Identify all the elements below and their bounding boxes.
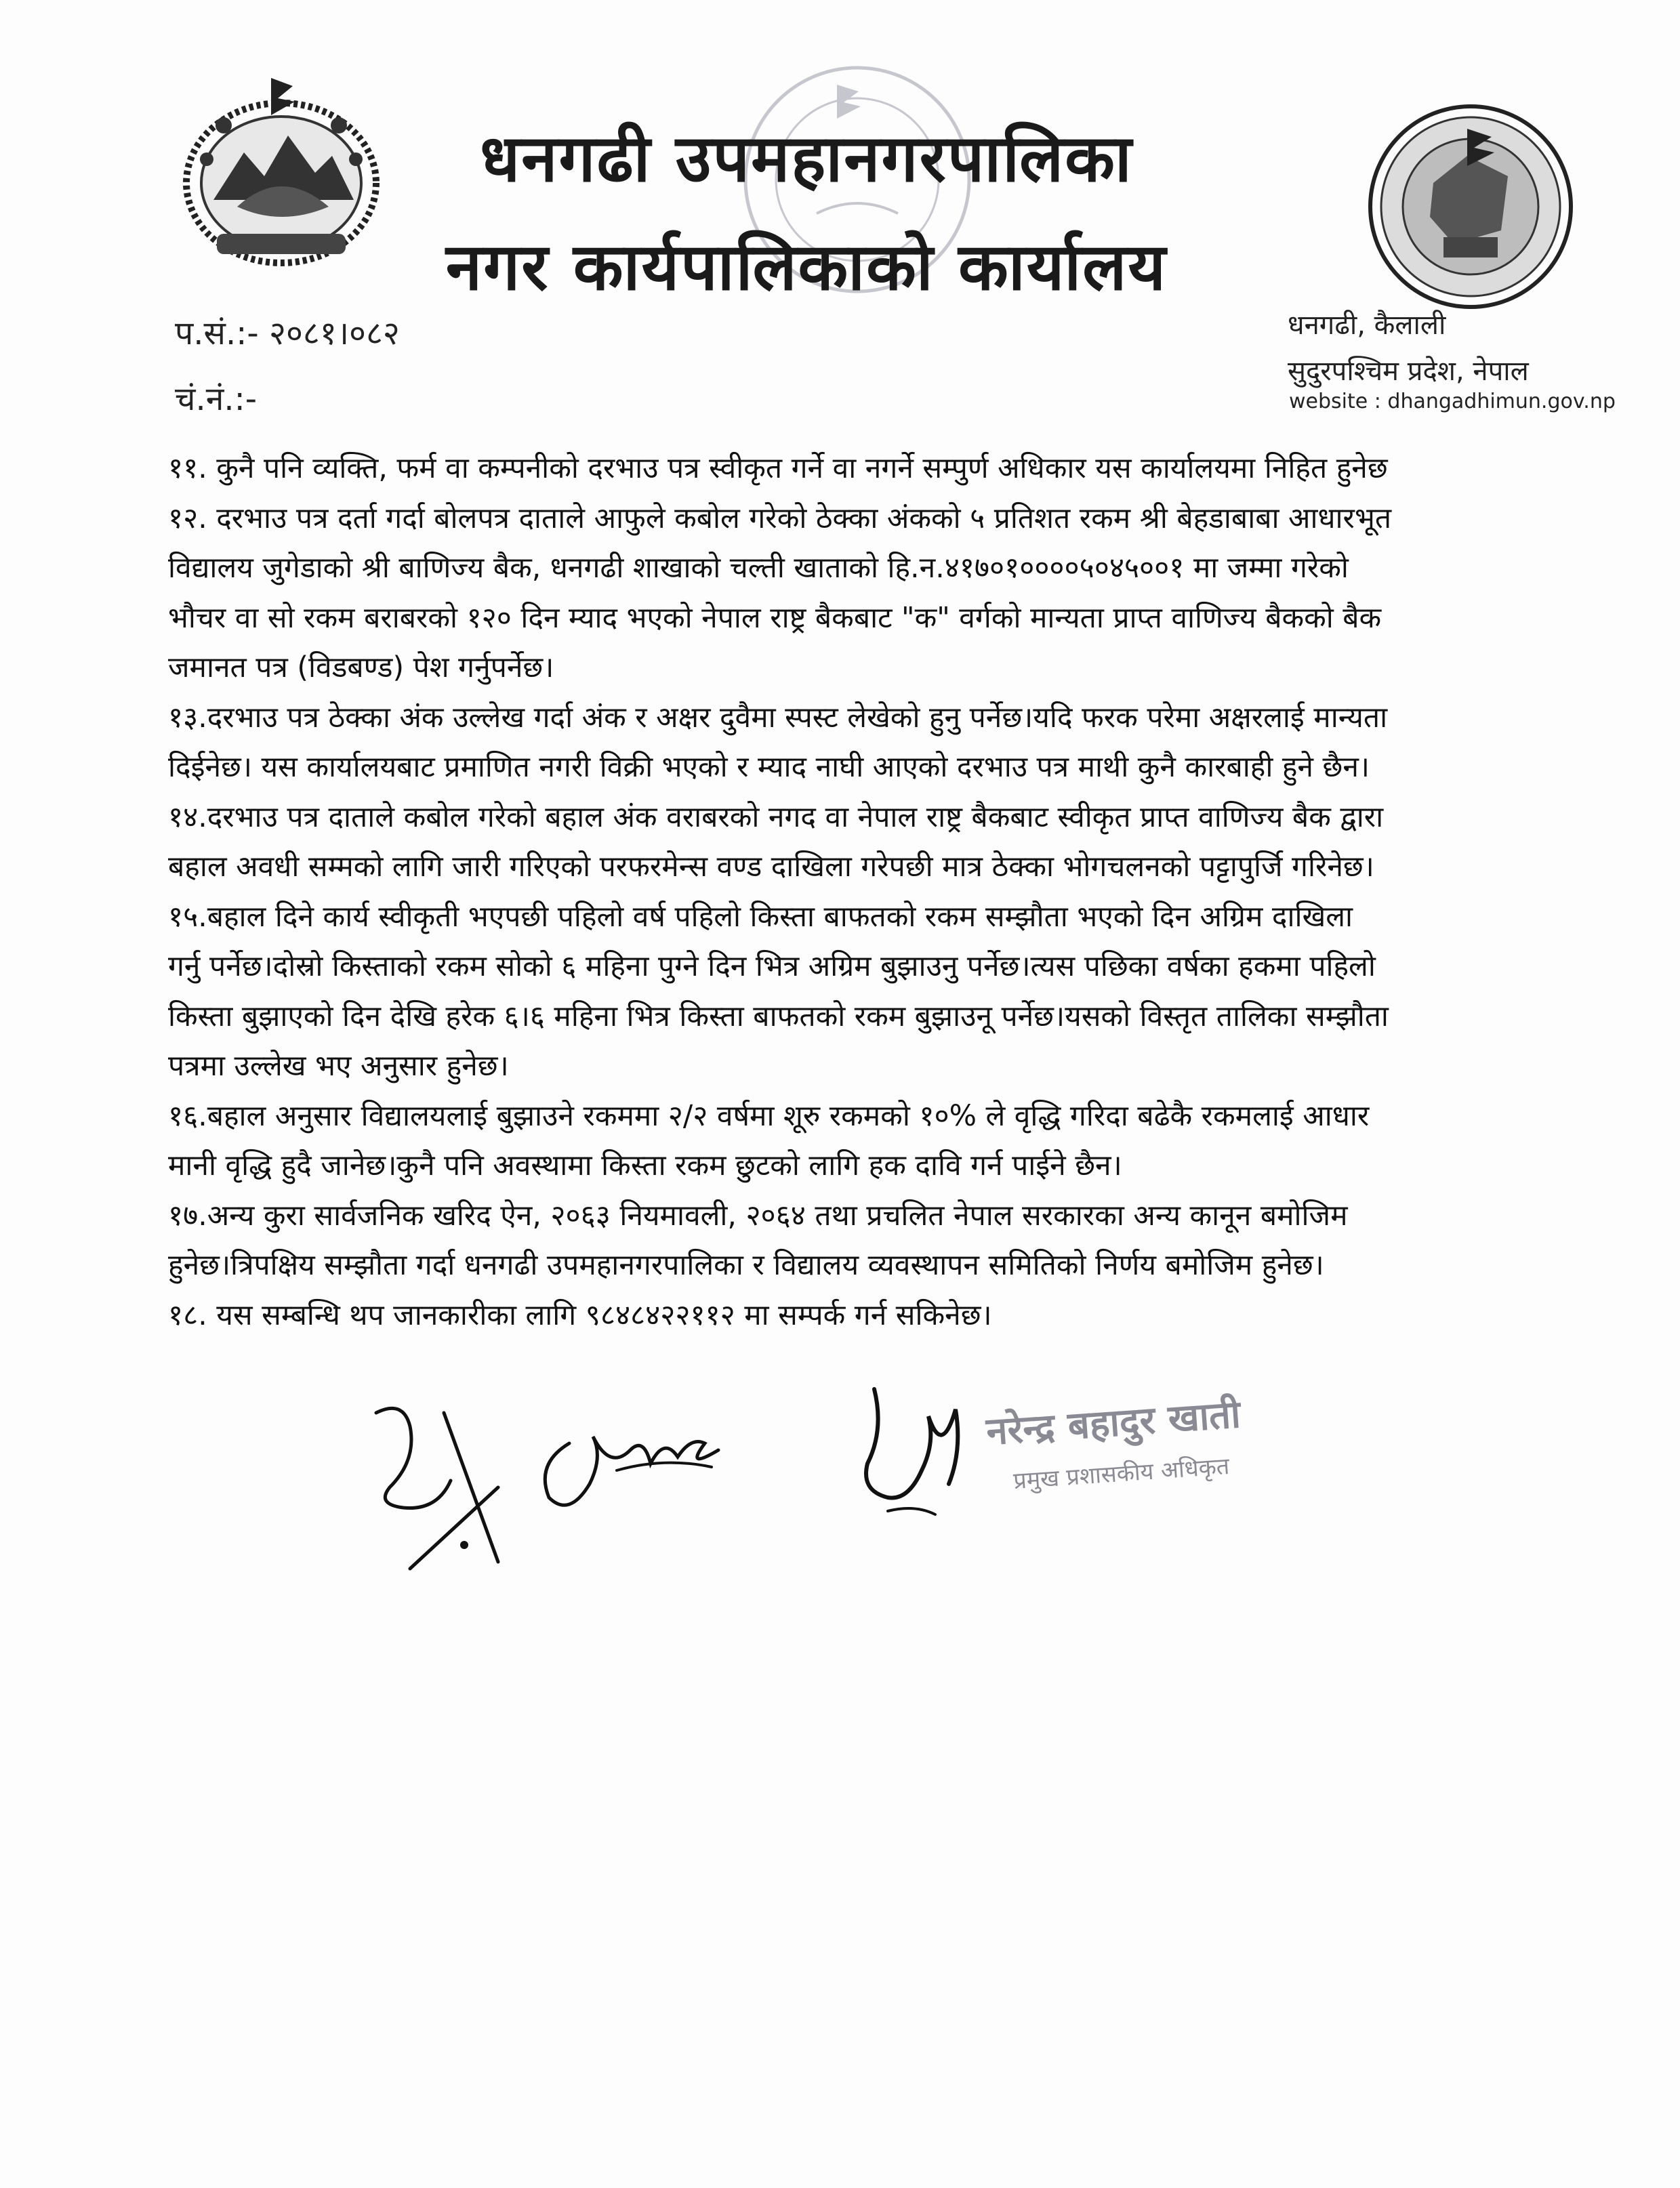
municipality-seal-icon: [1366, 102, 1576, 312]
body-line: पत्रमा उल्लेख भए अनुसार हुनेछ।: [168, 1050, 509, 1083]
body-line: ११. कुनै पनि व्यक्ति, फर्म वा कम्पनीको दरभाउ पत्र स्वीकृत गर्ने वा नगर्ने सम्पुर्ण अधिकार यस कार्यालयमा निहित हुनेछ: [168, 452, 1388, 485]
signature-1: [363, 1386, 525, 1575]
website-text: website : dhangadhimun.gov.np: [1289, 390, 1616, 413]
body-line: १५.बहाल दिने कार्य स्वीकृती भएपछी पहिलो वर्ष पहिलो किस्ता बाफतको रकम सम्झौता भएको दिन अग्रिम दाखिला: [168, 900, 1353, 934]
signature-3: [847, 1369, 976, 1525]
office-title-line-1: धनगढी उपमहानगरपालिका: [480, 121, 1133, 197]
body-line: भौचर वा सो रकम बराबरको १२० दिन म्याद भएको नेपाल राष्ट्र बैकबाट "क" वर्गको मान्यता प्राप्त वाणिज्य बैकको बैक: [168, 601, 1382, 635]
body-line: हुनेछ।त्रिपक्षिय सम्झौता गर्दा धनगढी उपमहानगरपालिका र विद्यालय व्यवस्थापन समितिको निर्णय बमोजिम हुनेछ।: [168, 1249, 1324, 1282]
signature-2: [529, 1396, 725, 1525]
office-title-line-2: नगर कार्यपालिकाको कार्यालय: [445, 229, 1168, 305]
body-line: विद्यालय जुगेडाको श्री बाणिज्य बैक, धनगढी शाखाको चल्ती खाताको हि.न.४१७०१००००५०४५००१ मा जम्मा गरेको: [168, 552, 1349, 585]
nepal-emblem-icon: [176, 64, 386, 274]
letter-reference-number: प.सं.:- २०८१।०८२: [175, 314, 400, 352]
body-line: १६.बहाल अनुसार विद्यालयलाई बुझाउने रकममा २/२ वर्षमा शूरु रकमको १०% ले वृद्धि गरिदा बढेकै रकमलाई आधार: [168, 1099, 1370, 1133]
notice-body: [168, 444, 1517, 1340]
body-line: १२. दरभाउ पत्र दर्ता गर्दा बोलपत्र दाताले आफुले कबोल गरेको ठेक्का अंकको ५ प्रतिशत रकम श्री बेहडाबाबा आधारभूत: [168, 501, 1392, 535]
signatory-designation-stamp: प्रमुख प्रशासकीय अधिकृत: [1012, 1452, 1231, 1495]
dispatch-number: चं.नं.:-: [175, 380, 258, 418]
address-line-1: धनगढी, कैलाली: [1288, 310, 1446, 341]
signatory-name-stamp: नरेन्द्र बहादुर खाती: [985, 1392, 1242, 1455]
body-line: जमानत पत्र (विडबण्ड) पेश गर्नुपर्नेछ।: [168, 651, 554, 684]
body-line: १३.दरभाउ पत्र ठेक्का अंक उल्लेख गर्दा अंक र अक्षर दुवैमा स्पस्ट लेखेको हुनु पर्नेछ।यदि फरक परेमा अक्षरलाई मान्यता: [168, 701, 1388, 735]
body-line: किस्ता बुझाएको दिन देखि हरेक ६।६ महिना भित्र किस्ता बाफतको रकम बुझाउनू पर्नेछ।यसको विस्तृत तालिका सम्झौता: [168, 999, 1389, 1033]
body-line: १७.अन्य कुरा सार्वजनिक खरिद ऐन, २०६३ नियमावली, २०६४ तथा प्रचलित नेपाल सरकारका अन्य कानून बमोजिम: [168, 1199, 1348, 1233]
body-line: गर्नु पर्नेछ।दोस्रो किस्ताको रकम सोको ६ महिना पुग्ने दिन भित्र अग्रिम बुझाउनु पर्नेछ।त्यस पछिका वर्षका हकमा पहिलो: [168, 950, 1376, 983]
body-line: मानी वृद्धि हुदै जानेछ।कुनै पनि अवस्थामा किस्ता रकम छुटको लागि हक दावि गर्न पाईने छैन।: [168, 1149, 1122, 1182]
body-line: बहाल अवधी सम्मको लागि जारी गरिएको परफरमेन्स वण्ड दाखिला गरेपछी मात्र ठेक्का भोगचलनको पट्टापुर्जि गरिनेछ।: [168, 850, 1374, 884]
body-line: दिईनेछ। यस कार्यालयबाट प्रमाणित नगरी विक्री भएको र म्याद नाघी आएको दरभाउ पत्र माथी कुनै कारबाही हुने छैन।: [168, 751, 1370, 784]
body-line: १४.दरभाउ पत्र दाताले कबोल गरेको बहाल अंक वराबरको नगद वा नेपाल राष्ट्र बैकबाट स्वीकृत प्राप्त वाणिज्य बैक द्वारा: [168, 800, 1384, 834]
body-line: १८. यस सम्बन्धि थप जानकारीका लागि ९८४८४२२११२ मा सम्पर्क गर्न सकिनेछ।: [168, 1298, 992, 1332]
address-line-2: सुदुरपश्चिम प्रदेश, नेपाल: [1288, 356, 1529, 387]
